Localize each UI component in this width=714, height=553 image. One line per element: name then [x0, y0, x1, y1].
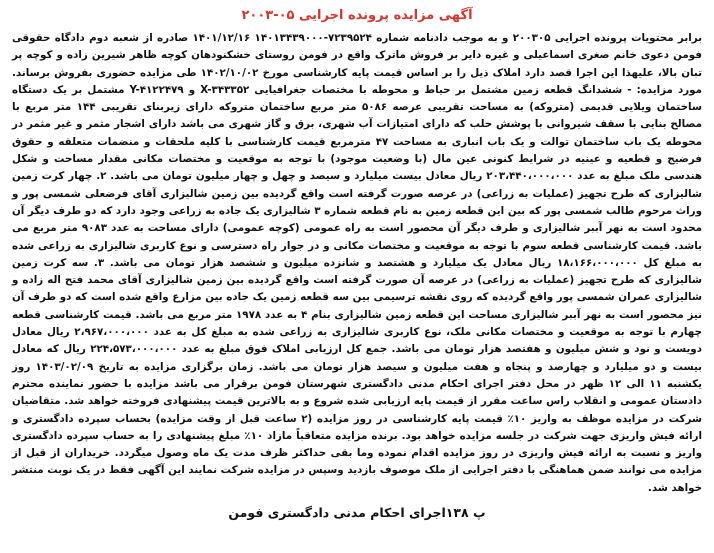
notice-signature: پ ۱۳۸اجرای احکام مدنی دادگستری فومن	[228, 505, 486, 521]
notice-body: برابر محتویات پرونده اجرایی ۲۰۰۳۰۵ و به موجب دادنامه شماره ۷۲۳۹۵۲۴-۱۴۰۱۳۴۳۹۰۰۰ ۱۴۰۱/۱۲/۱۶ صادره از شعبه دوم دادگاه حقوقی فومن دعوی خانم صغری اسماعیلی و غیره دایر بر فروش ماترک واقع در فومن روستای خشکنودهان کوچه ظاهر شیرین زاده و کوچه پر تبان بالا، علیهذا این اجرا قصد دارد املاک ذیل را بر اساس قیمت پایه کارشناسی مورخ ۱۴۰۲/۱۰/۰۲ طی مزایده حضوری بفروش برساند. مورد مزایده: - ششدانگ قطعه زمین مشتمل بر حیاط و محوطه با مختصات جغرافیایی X-۳۴۳۳۵۲ و Y-۴۱۲۲۴۷۹ مشتمل بر یک دستگاه ساختمان ویلایی قدیمی (متروکه) به مساحت تقریبی عرصه ۵۰۸۶ متر مربع ساختمان متروکه دارای زیربنای تقریبی ۱۴۴ متر مربع با مصالح بنایی با سقف شیروانی با پوشش حلب که دارای امتیازات آب شهری، برق و گاز شهری می باشد دارای اشجار مثمر و غیر مثمر در محوطه یک باب ساختمان توالت و یک باب انباری به مساحت ۴۷ مترمربع قیمت کارشناسی با کلیه ملحقات و منضمات متعلقه و حقوق فرضیج و قطعیه و عینیه در شرایط کنونی عین مال (با وضعیت موجود) با توجه به موقعیت و مختصات مکانی مقدار مساحت و شکل هندسی ملک مبلغ به عدد ۲۰۳،۴۴۰،۰۰۰،۰۰۰ ریال معادل بیست میلیارد و سیصد و چهل و چهار میلیون تومان می باشد. ۲. چهار کرت زمین شالیزاری که طرح تجهیز (عملیات به زراعی) در عرصه صورت گرفته است واقع گردیده بین زمین شالیزاری آقای فرضعلی شمسی پور و وراث مرحوم طالب شمسی پور که بین این قطعه زمین به نام قطعه شماره ۳ شالیزاری یک جاده به زراعی وجود دارد که دو طرف دیگر آن محدود است به نهر آببر شالیزاری و طرف دیگر آن محصور است به راه عمومی (کوچه عمومی) دارای مساحت به عدد ۹۰۸۳ متر مربع می باشد. قیمت کارشناسی قطعه سوم با توجه به موقعیت و مختصات مکانی و در جوار راه دسترسی و نوع کاربری شالیزاری به زراعی شده به مبلغ کل ۱۸،۱۶۶،۰۰۰،۰۰۰ ریال معادل یک میلیارد و هشتصد و شانزده میلیون و ششصد هزار تومان می باشد. ۳. سه کرت زمین شالیزاری که طرح تجهیز (عملیات به زراعی) در عرصه آن صورت گرفته است واقع گردیده بین زمین شالیزاری آقای محمد فتح اله زاده و شالیزاری عمران شمسی پور واقع گردیده که روی نقشه ترسیمی بین سه قطعه زمین یک جاده بین مزارع واقع شده است که دو طرف آن نیز محصور است به نهر آببر شالیزاری مساحت این قطعه زمین شالیزاری بنام ۴ به عدد ۱۹۷۸ متر مربع می باشد. قیمت کارشناسی قطعه چهارم با توجه به موقعیت و مختصات مکانی ملک، نوع کاربری شالیزاری به زراعی شده به مبلغ کل به عدد ۲،۹۶۷،۰۰۰،۰۰۰ ریال معادل دویست و نود و شش میلیون و هفتصد هزار تومان می باشد. جمع کل ارزیابی املاک فوق مبلغ به عدد ۲۲۴،۵۷۳،۰۰۰،۰۰۰ ریال که معادل بیست و دو میلیارد و چهارصد و پنجاه و هفت میلیون و سیصد هزار تومان می باشد. زمان برگزاری مزایده به تاریخ ۱۴۰۳/۰۲/۰۹ روز یکشنبه ۱۱ الی ۱۲ ظهر در محل دفتر اجرای احکام مدنی دادگستری شهرستان فومن برقرار می باشد مزایده با حضور نماینده محترم دادستان عمومی و انقلاب راس ساعت مقرر از قیمت پایه ارزیابی شده شروع و به بالاترین قیمت پیشنهادی فروخته خواهد شد. متقاضیان شرکت در مزایده موظف به واریز ۱۰٪ قیمت پایه کارشناسی در روز مزایده (۲ ساعت قبل از وقت مزایده) بحساب سپرده دادگستری و ارائه فیش واریزی جهت شرکت در جلسه مزایده خواهد بود. برنده مزایده متعاقباً مازاد ۱۰٪ مبلغ پیشنهادی را به حساب سپرده دادگستری واریز و نسبت به ارائه فیش واریزی در روز مزایده اقدام نموده وما بقی حداکثر ظرف مدت یک ماه وصول میگردد. خریداران از قبل از مزایده می توانند ضمن هماهنگی با دفتر اجرایی از ملک موصوف بازدید وسپس در مزایده شرکت نمایند این آگهی فقط در یک نوبت منتشر خواهد شد.	[12, 32, 703, 494]
notice-title: آگهی مزایده پرونده اجرایی ۰۵-۲۰۰۳	[241, 8, 473, 23]
